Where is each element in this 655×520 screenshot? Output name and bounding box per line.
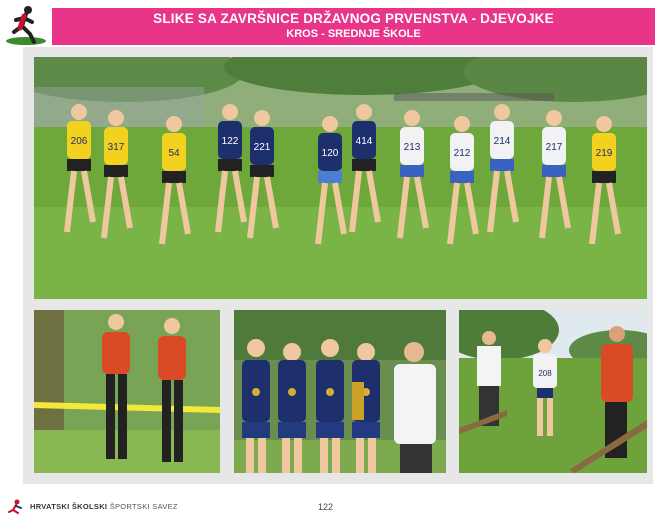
runner-bib: 414	[355, 136, 373, 147]
runner-bib-208: 208	[538, 369, 552, 378]
runner-bib: 219	[595, 148, 613, 159]
footer-organization: HRVATSKI ŠKOLSKI ŠPORTSKI SAVEZ	[30, 502, 178, 511]
runner-bib: 214	[493, 136, 511, 147]
page-title: SLIKE SA ZAVRŠNICE DRŽAVNOG PRVENSTVA - DJEVOJKE	[153, 11, 554, 26]
runner-bib: 54	[168, 148, 180, 159]
runner-bib: 213	[403, 142, 421, 153]
runner-bib: 122	[221, 136, 239, 147]
team-photo-orange	[34, 310, 220, 473]
runner-bib: 317	[107, 142, 125, 153]
runner-bib: 212	[453, 148, 471, 159]
finish-line-photo	[459, 310, 647, 473]
runner-bib: 120	[321, 148, 339, 159]
page-subtitle: KROS - SREDNJE ŠKOLE	[286, 28, 421, 40]
runner-bib: 221	[253, 142, 271, 153]
page-number: 122	[318, 502, 334, 512]
hss-logo-icon	[6, 499, 26, 515]
runner-bib: 217	[545, 142, 563, 153]
page-header	[52, 8, 655, 45]
medal-winners-photo	[234, 310, 446, 473]
runner-bib: 206	[70, 136, 88, 147]
runner-logo-icon	[2, 4, 50, 46]
race-photo	[34, 57, 647, 299]
